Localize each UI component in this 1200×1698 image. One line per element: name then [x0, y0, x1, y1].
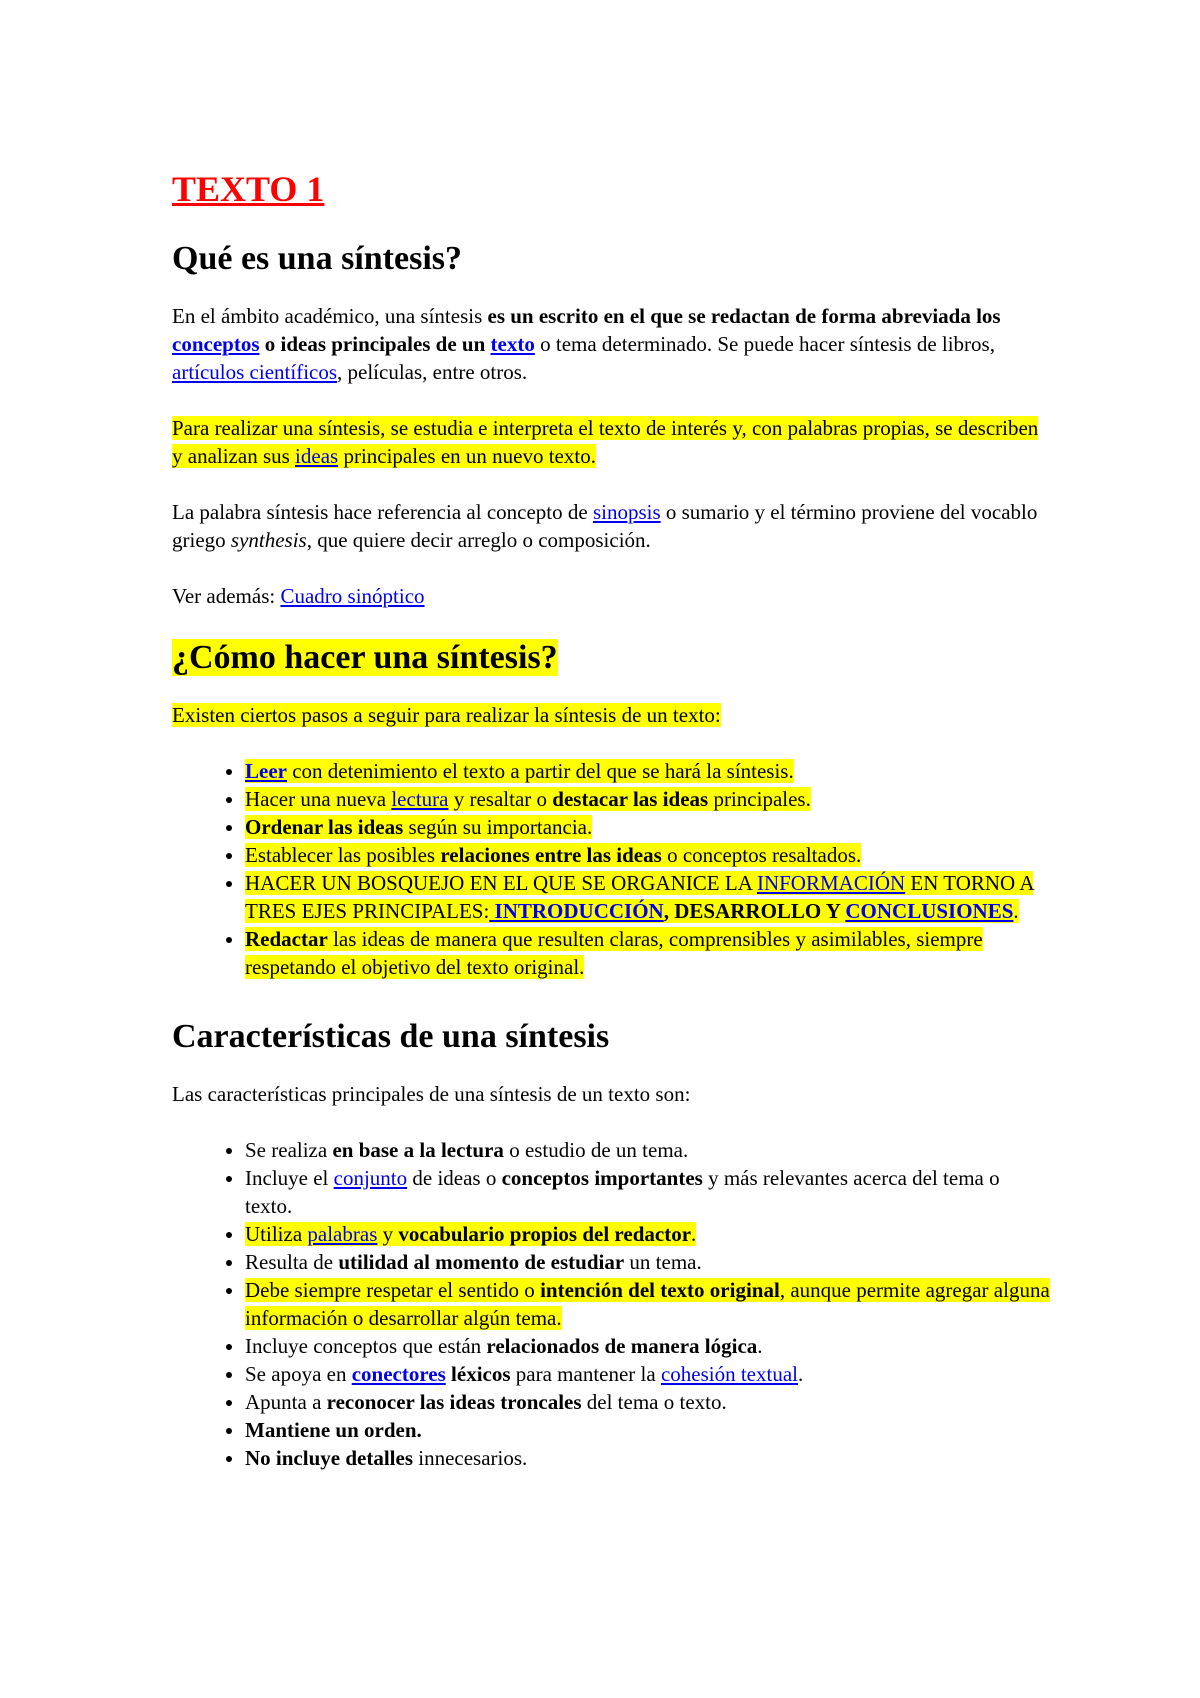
paragraph-pasos-intro: Existen ciertos pasos a seguir para realizar la síntesis de un texto:: [172, 702, 721, 727]
list-item: • Incluye conceptos que están relacionados de manera lógica.: [245, 1332, 1052, 1360]
list-item: • Se apoya en conectores léxicos para mantener la cohesión textual.: [245, 1360, 1052, 1388]
list-item: • Utiliza palabras y vocabulario propios del redactor.: [245, 1220, 1052, 1248]
link-cohesion-textual[interactable]: cohesión textual: [660, 1361, 798, 1386]
link-conclusiones[interactable]: CONCLUSIONES: [845, 898, 1014, 923]
link-texto[interactable]: texto: [490, 331, 535, 356]
paragraph-caracteristicas-intro: Las características principales de una síntesis de un texto son:: [172, 1081, 691, 1106]
paragraph-realizar: Para realizar una síntesis, se estudia e interpreta el texto de interés y, con palabras propias, se describen y analizan sus ideas principales en un nuevo texto.: [172, 415, 1039, 468]
link-ideas[interactable]: ideas: [295, 443, 339, 468]
document-body: [172, 168, 1052, 1508]
link-cuadro-sinoptico[interactable]: Cuadro sinóptico: [280, 583, 425, 608]
list-item: • Incluye el conjunto de ideas o conceptos importantes y más relevantes acerca del tema o texto.: [245, 1164, 1052, 1220]
list-item: • Apunta a reconocer las ideas troncales del tema o texto.: [245, 1388, 1052, 1416]
list-item: • Establecer las posibles relaciones entre las ideas o conceptos resaltados.: [245, 841, 1052, 869]
paragraph-etimologia: La palabra síntesis hace referencia al concepto de sinopsis o sumario y el término proviene del vocablo griego synthesis, que quiere decir arreglo o composición.: [172, 499, 1038, 552]
link-leer[interactable]: Leer: [245, 758, 287, 783]
link-conectores[interactable]: conectores: [351, 1361, 446, 1386]
link-conceptos[interactable]: conceptos: [172, 331, 260, 356]
link-conjunto[interactable]: conjunto: [333, 1165, 408, 1190]
document-title: TEXTO 1: [172, 169, 325, 209]
list-item: • Debe siempre respetar el sentido o intención del texto original, aunque permite agregar alguna información o desarrollar algún tema.: [245, 1276, 1052, 1332]
list-item: • Mantiene un orden.: [245, 1416, 1052, 1444]
link-palabras[interactable]: palabras: [307, 1221, 378, 1246]
link-articulos-cientificos[interactable]: artículos científicos: [172, 359, 338, 384]
link-informacion[interactable]: INFORMACIÓN: [756, 870, 906, 895]
heading-como-hacer: ¿Cómo hacer una síntesis?: [172, 638, 558, 676]
list-item: • No incluye detalles innecesarios.: [245, 1444, 1052, 1472]
list-item: • Leer con detenimiento el texto a partir del que se hará la síntesis.: [245, 757, 1052, 785]
list-item: • Ordenar las ideas según su importancia.: [245, 813, 1052, 841]
heading-que-es: Qué es una síntesis?: [172, 240, 462, 278]
heading-caracteristicas: Características de una síntesis: [172, 1017, 610, 1055]
characteristics-list: [172, 1136, 1052, 1472]
list-item: • Hacer una nueva lectura y resaltar o destacar las ideas principales.: [245, 785, 1052, 813]
list-item: • Redactar las ideas de manera que resulten claras, comprensibles y asimilables, siempre respetando el objetivo del texto original.: [245, 925, 1052, 981]
steps-list: [172, 757, 1052, 981]
list-item: • HACER UN BOSQUEJO EN EL QUE SE ORGANICE LA INFORMACIÓN EN TORNO A TRES EJES PRINCIPALES: INTRODUCCIÓN, DESARROLLO Y CONCLUSIONES.: [245, 869, 1052, 925]
link-sinopsis[interactable]: sinopsis: [592, 499, 661, 524]
paragraph-ver-ademas: Ver además: Cuadro sinóptico: [172, 583, 425, 608]
link-lectura[interactable]: lectura: [391, 786, 449, 811]
list-item: • Resulta de utilidad al momento de estudiar un tema.: [245, 1248, 1052, 1276]
link-introduccion[interactable]: INTRODUCCIÓN: [489, 898, 664, 923]
paragraph-definition: En el ámbito académico, una síntesis es un escrito en el que se redactan de forma abreviada los conceptos o ideas principales de un texto o tema determinado. Se puede hacer síntesis de libros, artículos científicos, películas, entre otros.: [172, 303, 1001, 384]
list-item: • Se realiza en base a la lectura o estudio de un tema.: [245, 1136, 1052, 1164]
